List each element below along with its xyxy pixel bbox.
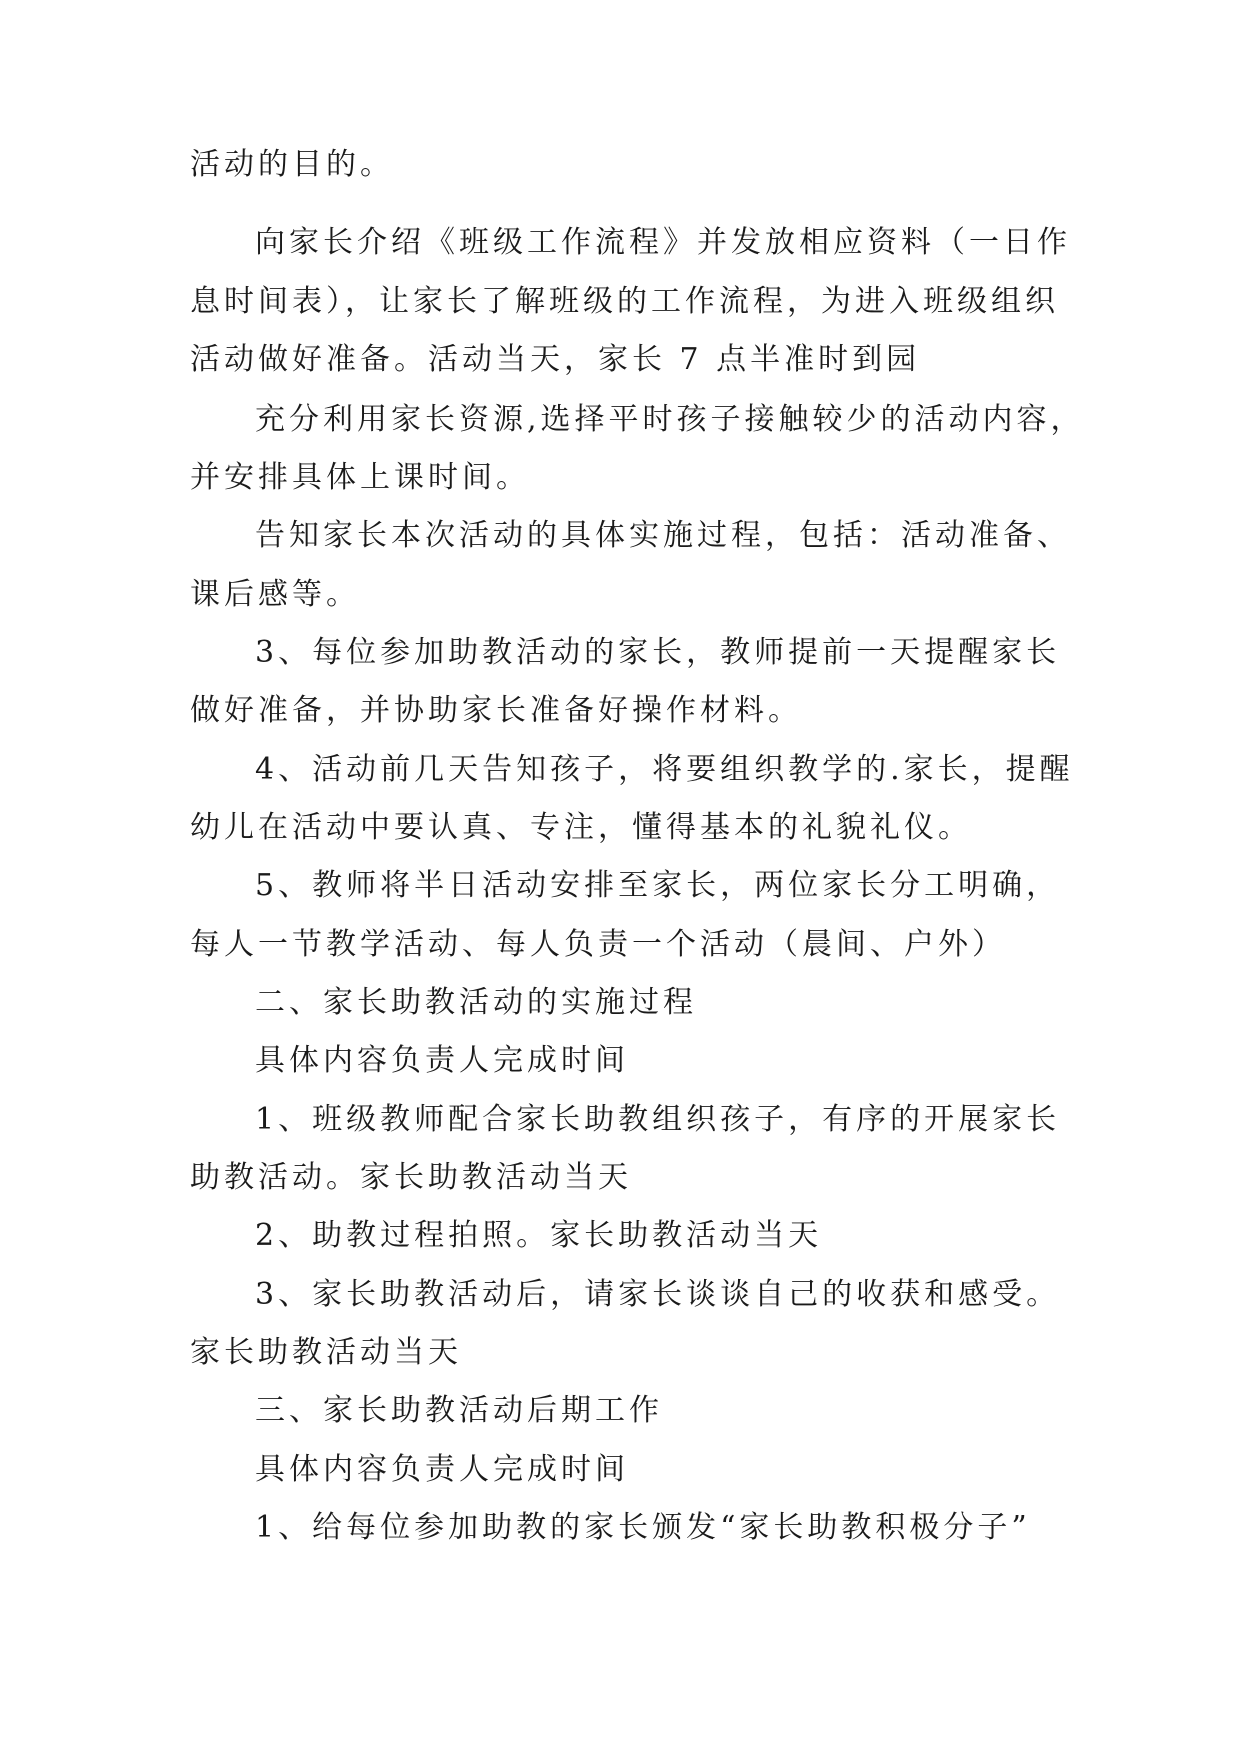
text-line: 2、助教过程拍照。家长助教活动当天 — [255, 1218, 823, 1253]
text-line: 3、每位参加助教活动的家长，教师提前一天提醒家长 — [255, 635, 1061, 670]
text-line: 课后感等。 — [190, 577, 360, 612]
section-heading: 二、家长助教活动的实施过程 — [255, 985, 697, 1020]
text-line: 4、活动前几天告知孩子，将要组织教学的.家长，提醒 — [255, 752, 1074, 787]
text-line: 1、班级教师配合家长助教组织孩子，有序的开展家长 — [255, 1102, 1061, 1137]
text-line: 家长助教活动当天 — [190, 1335, 462, 1370]
text-line: 具体内容负责人完成时间 — [255, 1452, 629, 1487]
text-line: 幼儿在活动中要认真、专注，懂得基本的礼貌礼仪。 — [190, 810, 972, 845]
text-line: 告知家长本次活动的具体实施过程，包括：活动准备、 — [255, 518, 1071, 553]
text-line: 助教活动。家长助教活动当天 — [190, 1160, 632, 1195]
text-line: 活动做好准备。活动当天，家长 7 点半准时到园 — [190, 342, 921, 377]
text-line: 做好准备，并协助家长准备好操作材料。 — [190, 693, 802, 728]
text-line: 并安排具体上课时间。 — [190, 460, 530, 495]
text-line: 活动的目的。 — [190, 147, 394, 182]
text-line: 充分利用家长资源,选择平时孩子接触较少的活动内容， — [255, 402, 1085, 437]
text-line: 息时间表），让家长了解班级的工作流程，为进入班级组织 — [190, 284, 1059, 319]
section-heading: 三、家长助教活动后期工作 — [255, 1393, 663, 1428]
text-line: 向家长介绍《班级工作流程》并发放相应资料（一日作 — [255, 225, 1071, 260]
text-line: 1、给每位参加助教的家长颁发“家长助教积极分子” — [255, 1510, 1031, 1545]
text-line: 具体内容负责人完成时间 — [255, 1043, 629, 1078]
text-line: 5、教师将半日活动安排至家长，两位家长分工明确， — [255, 868, 1061, 903]
text-line: 每人一节教学活动、每人负责一个活动（晨间、户外） — [190, 927, 1006, 962]
text-line: 3、家长助教活动后，请家长谈谈自己的收获和感受。 — [255, 1277, 1061, 1312]
